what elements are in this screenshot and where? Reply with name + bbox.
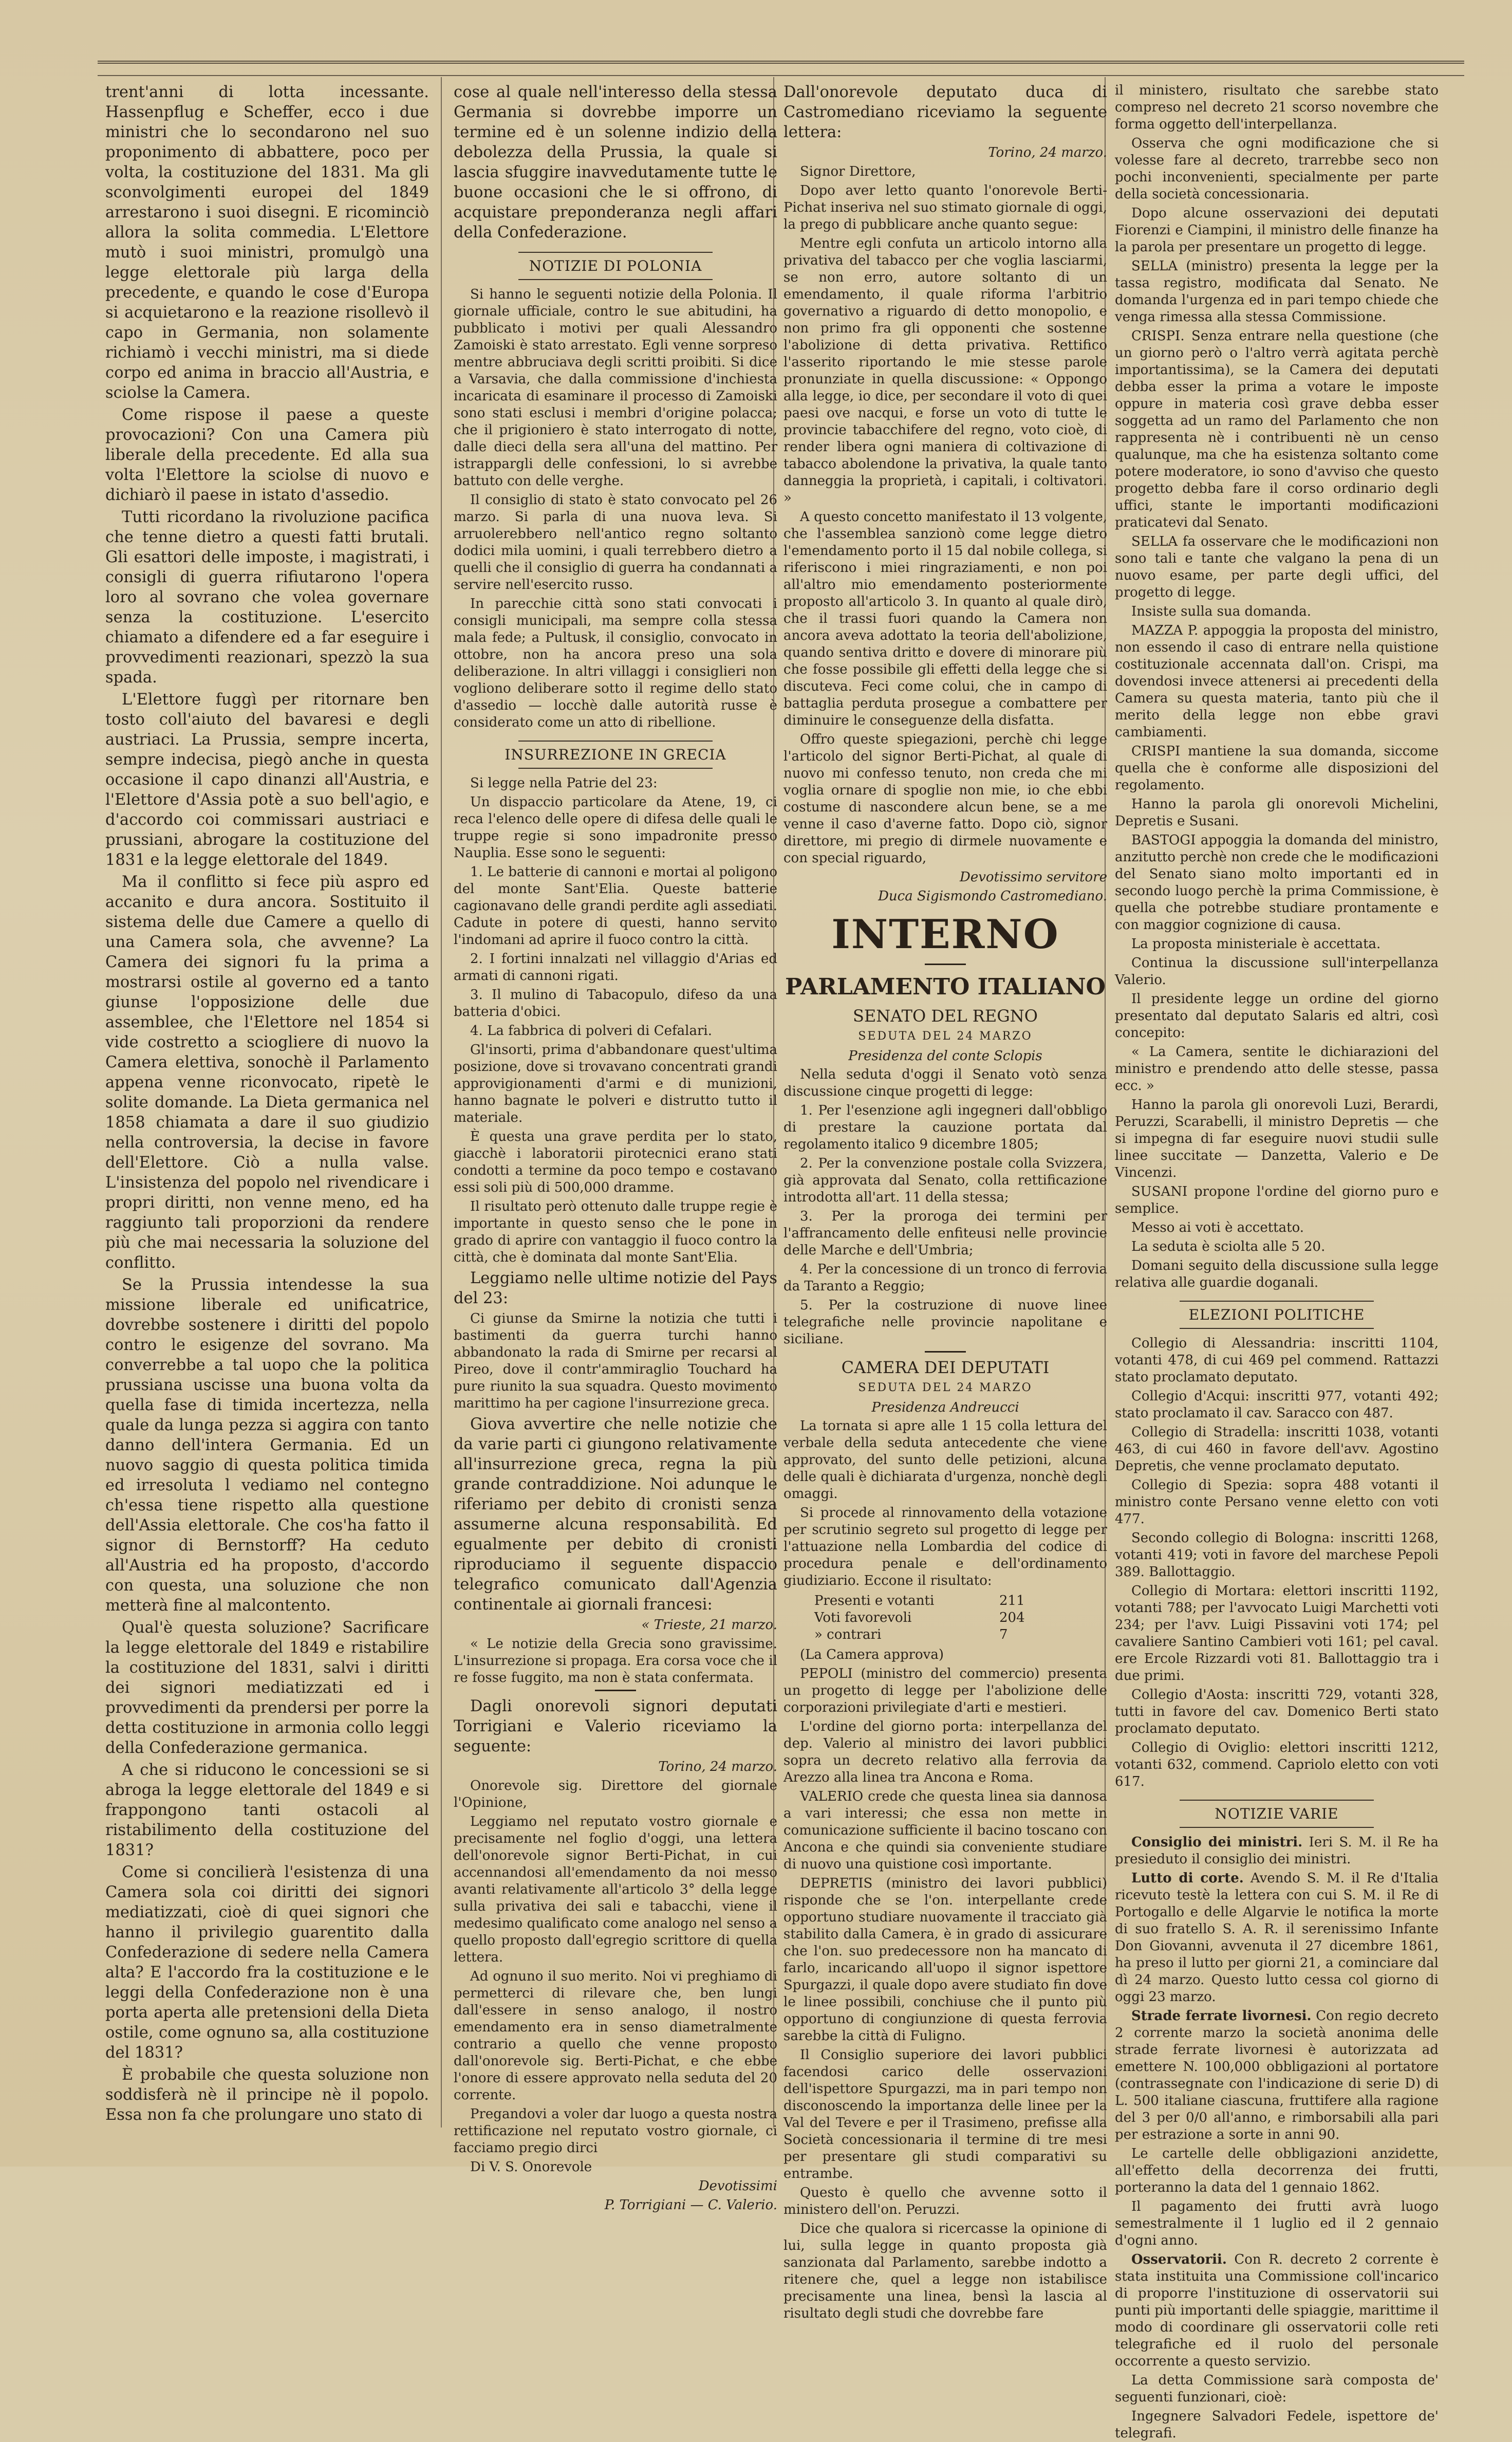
paragraph: La seduta è sciolta alle 5 20. xyxy=(1131,1239,1326,1254)
paragraph: A che si riducono le concessioni se si abroga la legge elettorale del 1849 e si frappongono tanti ostacoli al ristabilimento della costituzione del 1831? xyxy=(105,1761,429,1859)
paragraph: 3. Il mulino di Tabacopulo, difeso da una batteria d'obici. xyxy=(454,987,777,1020)
paragraph: Ci giunse da Smirne la notizia che tutti i bastimenti da guerra turchi hanno abbandonato la rada di Smirne per recarsi al Pireo, dove il contr'ammiraglio Touchard ha pure riunito la sua squadra. Questo movimento marittimo ha per cagione l'insurrezione greca. xyxy=(454,1311,777,1411)
section-heading-elezioni: ELEZIONI POLITICHE xyxy=(1115,1301,1439,1329)
signature: Devotissimo servitore xyxy=(960,869,1107,885)
column-3 xyxy=(783,82,1107,2321)
column-2 xyxy=(454,82,777,2213)
paragraph: SELLA fa osservare che le modificazioni non sono tali e tante che valgano la pena di un nuovo esame, per parte degli uffici, del progetto di legge. xyxy=(1115,534,1439,600)
paragraph: Ad ognuno il suo merito. Noi vi preghiamo di permetterci di rilevare che, ben lungi dall'essere in senso analogo, il nostro emendamento era in senso diametralmente contrario a quello che venne proposto dall'onorevole sig. Berti-Pichat, e che ebbe l'onore di essere approvato nella seduta del 20 corrente. xyxy=(454,1969,777,2103)
paragraph: Insiste sulla sua domanda. xyxy=(1131,604,1312,619)
paragraph: 4. La fabbrica di polveri di Cefalari. xyxy=(470,1023,712,1039)
paragraph: L'Elettore fuggì per ritornare ben tosto coll'aiuto del bavaresi e degli austriaci. La Prussia, sempre incerta, sempre indecisa, piegò anche in questa occasione il capo dinanzi all'Austria, e l'Elettore d'Assia potè a suo bell'agio, e d'accordo coi commissari austriaci e prussiani, abrogare la costituzione del 1831 e la legge elettorale del 1849. xyxy=(105,691,429,869)
paragraph: Dopo alcune osservazioni dei deputati Fiorenzi e Ciampini, il ministro delle finanze ha la parola per presentare un progetto di legge. xyxy=(1115,206,1439,255)
paragraph: Ingegnere Salvadori Fedele, ispettore de' telegrafi. xyxy=(1115,2409,1439,2441)
camera-heading: CAMERA DEI DEPUTATI xyxy=(841,1358,1050,1377)
paragraph: Leggiamo nelle ultime notizie del Pays del 23: xyxy=(454,1269,777,1307)
senato-session: SEDUTA DEL 24 MARZO xyxy=(858,1030,1033,1043)
paragraph: PEPOLI (ministro del commercio) presenta un progetto di legge per l'abolizione delle corporazioni privilegiate d'arti e mestieri. xyxy=(783,1666,1107,1715)
paragraph: Dopo aver letto quanto l'onorevole Berti-Pichat inseriva nel suo stimato giornale di oggi, la prego di pubblicare anche quanto segue: xyxy=(783,183,1107,232)
paragraph: Leggiamo nel reputato vostro giornale e precisamente nel foglio d'oggi, una lettera dell'onorevole signor Berti-Pichat, in cui accennandosi all'emendamento da noi messo avanti relativamente all'articolo 3° della legge sulla privativa dei sali e tabacchi, viene il medesimo qualificato come analogo nel senso a quello proposto dall'egregio scrittore di quella lettera. xyxy=(454,1814,777,1965)
paragraph: Il consiglio di stato è stato convocato pel 26 marzo. Si parla di una nuova leva. Si arruolerebbero nell'antico regno soltanto dodici mila uomini, i quali terrebbero dietro a quelli che il consiglio di guerra ha condannati a servire nell'esercito russo. xyxy=(454,492,777,593)
paragraph: Messo ai voti è accettato. xyxy=(1131,1220,1304,1235)
vote-row: Presenti e votanti 211 xyxy=(814,1593,1025,1608)
paragraph: 3. Per la proroga dei termini per l'affrancamento delle enfiteusi nelle provincie delle Marche e dell'Umbria; xyxy=(783,1209,1107,1258)
vote-table xyxy=(814,1593,1107,1643)
paragraph: Collegio di Spezia: sopra 488 votanti il ministro conte Persano venne eletto con voti 477. xyxy=(1115,1477,1439,1527)
paragraph: Di V. S. Onorevole xyxy=(470,2159,592,2175)
section-title-interno: INTERNO xyxy=(831,911,1059,958)
section-title-parlamento: PARLAMENTO ITALIANO xyxy=(785,974,1106,1000)
paragraph: Signor Direttore, xyxy=(800,164,916,179)
paragraph: Strade ferrate livornesi. Con regio decreto 2 corrente marzo la società anonima delle strade ferrate livornesi è autorizzata ad emettere N. 100,000 obbligazioni al portatore (contrassegnate con l'indicazione di serie D) di L. 500 italiane ciascuna, fruttifere alla ragione del 3 per 0/0 all'anno, e rimborsabili alla pari per estrazione a sorte in anni 90. xyxy=(1115,2008,1439,2142)
paragraph: Collegio di Mortara: elettori inscritti 1192, votanti 788; per l'avvocato Luigi Marchetti voti 234; per l'avv. Luigi Pissavini voti 174; pel cavaliere Santino Cambieri voti 161; pel caval. ere Ercole Rizzardi voti 81. Ballottaggio tra i due primi. xyxy=(1115,1583,1439,1683)
paragraph: Offro queste spiegazioni, perchè chi legge l'articolo del signor Berti-Pichat, al quale di nuovo mi confesso tenuto, non creda che mi voglia ornare di spoglie non mie, io che ebbi costume di nascondere alcun bene, se a me venne il caso d'averne fatto. Dopo ciò, signor direttore, mi pregio di dirmele nuovamente e con special riguardo, xyxy=(783,732,1107,866)
paragraph: trent'anni di lotta incessante. Hassenpflug e Scheffer, ecco i due ministri che lo secondarono nel suo proponimento di abbattere, poco per volta, la costituzione del 1831. Ma gli sconvolgimenti europei del 1849 arrestarono i suoi disegni. E ricominciò allora la solita commedia. L'Elettore mutò i suoi ministri, promulgò una legge elettorale più larga della precedente, e quando le cose d'Europa si acquietarono e la reazione risollevò il capo in Germania, non solamente richiamò i vecchi ministri, ma si diede corpo ed anima in braccio all'Austria, e sciolse la Camera. xyxy=(105,83,429,402)
paragraph: VALERIO crede che questa linea sia dannosa a vari interessi; che essa non mette in comunicazione sufficiente il bacino toscano con Ancona e che quindi sia conveniente studiare di nuovo una quistione così importante. xyxy=(783,1789,1107,1872)
paragraph: Domani seguito della discussione sulla legge relativa alle guardie doganali. xyxy=(1115,1258,1439,1290)
paragraph: Lutto di corte. Avendo S. M. il Re d'Italia ricevuto testè la lettera con cui S. M. il Re di Portogallo e delle Algarvie le notifica la morte di suo fratello S. A. R. il serenissimo Infante Don Giovanni, avvenuta il 27 dicembre 1861, ha preso il lutto per giorni 21, a cominciare dal dì 24 marzo. Questo lutto cessa col giorno di oggi 23 marzo. xyxy=(1115,1871,1439,2005)
paragraph: La detta Commissione sarà composta de' seguenti funzionari, cioè: xyxy=(1115,2373,1439,2405)
paragraph: DEPRETIS (ministro dei lavori pubblici) risponde che se l'on. interpellante crede opportuno studiare nuovamente il tracciato già stabilito dalla Camera, è in grado di assicurare che l'on. suo predecessore non ha mancato di farlo, incaricando all'uopo il signor ispettore Spurgazzi, il quale dopo avere studiato fin dove le linee possibili, conchiuse che il punto più opportuno di congiunzione di questa ferrovia sarebbe la città di Fuligno. xyxy=(783,1876,1107,2044)
paragraph: A questo concetto manifestato il 13 volgente, che l'assemblea sanzionò come legge dietro l'emendamento porto il 15 dal nobile collega, si riferiscono i miei ringraziamenti, e non poi all'altro mio emendamento posteriormente proposto all'articolo 3. In quanto al quale dirò, che il trassi fuori quando la Camera non ancora aveva adottato la teoria dell'abolizione, quando sentiva dritto e dovere di minorare più che fosse possibile gli effetti della legge che si discuteva. Feci come colui, che in campo di battaglia perduta prosegue a combattere per diminuire le conseguenze della disfatta. xyxy=(783,509,1107,728)
paragraph: SELLA (ministro) presenta la legge per la tassa registro, modificata dal Senato. Ne domanda l'urgenza ed in pari tempo chiede che venga rimessa alla stessa Commissione. xyxy=(1115,258,1439,325)
paragraph: MAZZA P. appoggia la proposta del ministro, non essendo il caso di entrare nella quistione costituzionale accennata dall'on. Crispi, ma dovendosi invece attenersi ai precedenti della Camera su questa materia, tanto più che il merito della legge non ebbe gravi cambiamenti. xyxy=(1115,623,1439,740)
camera-session: SEDUTA DEL 24 MARZO xyxy=(858,1381,1033,1394)
separator xyxy=(595,1690,636,1691)
paragraph: 5. Per la costruzione di nuove linee telegrafiche nelle provincie napolitane e siciliane. xyxy=(783,1298,1107,1347)
dateline: « Trieste, 21 marzo. xyxy=(641,1617,777,1633)
paragraph: È questa una grave perdita per lo stato, giacchè i laboratorii pirotecnici erano stati condotti a termine da poco tempo e costavano essi soli più di 500,000 dramme. xyxy=(454,1129,777,1195)
section-heading-varie: NOTIZIE VARIE xyxy=(1115,1800,1439,1828)
paragraph: Questo è quello che avvenne sotto il ministero dell'on. Peruzzi. xyxy=(783,2185,1107,2217)
paragraph: Osserva che ogni modificazione che si volesse fare al decreto, trarrebbe seco non pochi inconvenienti, specialmente per parte della società concessionaria. xyxy=(1115,136,1439,202)
paragraph: Onorevole sig. Direttore del giornale l'Opinione, xyxy=(454,1778,777,1810)
paragraph: È probabile che questa soluzione non soddisferà nè il principe nè il popolo. Essa non fa che prolungare uno stato di xyxy=(105,2066,429,2124)
paragraph: CRISPI mantiene la sua domanda, siccome quella che è conforme alle disposizioni del regolamento. xyxy=(1115,744,1439,793)
paragraph: Continua la discussione sull'interpellanza Valerio. xyxy=(1115,955,1439,988)
paragraph: Si legge nella Patrie del 23: xyxy=(470,775,658,791)
column-1 xyxy=(105,82,429,2124)
signature: P. Torrigiani — C. Valerio. xyxy=(604,2197,777,2213)
paragraph: Collegio di Stradella: inscritti 1038, votanti 463, di cui 460 in favore dell'avv. Agostino Depretis, che venne proclamato deputato. xyxy=(1115,1424,1439,1474)
vote-row: » contrari 7 xyxy=(814,1627,1008,1642)
column-divider xyxy=(441,77,442,2128)
camera-president: Presidenza Andreucci xyxy=(871,1400,1019,1415)
paragraph: Collegio di Oviglio: elettori inscritti 1212, votanti 632, commend. Capriolo eletto con voti 617. xyxy=(1115,1740,1439,1789)
paragraph: Il risultato però ottenuto dalle truppe regie è importante in questo senso che le pone in grado di aprire con vantaggio il fuoco contro la città, che è dominata dal monte Sant'Elia. xyxy=(454,1199,777,1265)
paragraph: Il Consiglio superiore dei lavori pubblici facendosi carico delle osservazioni dell'ispettore Spurgazzi, ma in pari tempo non disconoscendo la importanza delle linee per la Val del Tevere e per il Trasimeno, prefisse alla Società concessionaria il termine di tre mesi per presentare gli studi comparativi su entrambe. xyxy=(783,2047,1107,2181)
paragraph: Pregandovi a voler dar luogo a questa nostra rettificazione nel reputato vostro giornale, ci facciamo pregio dirci xyxy=(454,2106,777,2156)
separator xyxy=(925,964,966,965)
paragraph: Secondo collegio di Bologna: inscritti 1268, votanti 419; voti in favore del marchese Pepoli 389. Ballottaggio. xyxy=(1115,1530,1439,1580)
paragraph: Il pagamento dei frutti avrà luogo semestralmente il 1 luglio ed il 2 gennaio d'ogni anno. xyxy=(1115,2199,1439,2248)
paragraph: BASTOGI appoggia la domanda del ministro, anzitutto perchè non crede che le modificazioni del Senato siano molto importanti ed in secondo luogo perchè la prima Commissione, è quella che potrebbe studiare prontamente e con maggior cognizione di causa. xyxy=(1115,832,1439,933)
paragraph: Si procede al rinnovamento della votazione per scrutinio segreto sul progetto di legge per l'attuazione nella Lombardia del codice di procedura penale e dell'ordinamento giudiziario. Eccone il risultato: xyxy=(783,1505,1107,1588)
paragraph: Si hanno le seguenti notizie della Polonia. Il giornale ufficiale, contro le sue abitudini, ha pubblicato i motivi per quali Alessandro Zamoiski è stato arrestato. Egli venne sorpreso mentre abbruciava degli scritti proibiti. Si dice a Varsavia, che dalla commissione d'inchiesta incaricata di esaminare il processo di Zamoiski sono stati esclusi i membri d'origine polacca; che il prigioniero è stato interrogato di notte, dalle dieci della sera all'una del mattino. Per istrappargli delle confessioni, lo si avrebbe battuto con delle verghe. xyxy=(454,287,777,489)
paragraph: Osservatorii. Con R. decreto 2 corrente è stata instituita una Commissione coll'incarico di proporre l'instituzione di osservatorii sui punti più importanti delle spiaggie, marittime il modo di coordinare gli osservatorii colle reti telegrafiche ed il ruolo del personale occorrente a questo servizio. xyxy=(1115,2252,1439,2369)
paragraph: Mentre egli confuta un articolo intorno alla privativa del tabacco per che voglia lasciarmi, se non erro, autore soltanto di un emendamento, il quale riforma l'arbitrio governativo a riguardo di detto monopolio, e non primo fra gli opponenti che sostenne l'abolizione di detta privativa. Rettifico l'asserito riportando le mie stesse parole pronunziate in quella discussione: « Oppongo alla legge, io dice, per secondare il voto di quei paesi ove nacqui, e forse un voto di tutte le provincie tabacchifere del regno, voto cioè, di render libera ogni maniera di coltivazione di tabacco abolendone la privativa, la quale tanto danneggia la proprietà, i capitali, i coltivatori. » xyxy=(783,236,1107,506)
paragraph: Hanno la parola gli onorevoli Luzi, Berardi, Peruzzi, Scarabelli, il ministro Depretis — che si impegna di far eseguire nuovi studii sulle linee succitate — Danzetta, Valerio e De Vincenzi. xyxy=(1115,1097,1439,1180)
paragraph: 1. Le batterie di cannoni e mortai al poligono del monte Sant'Elia. Queste batterie cagionavano delle grandi perdite agli assediati. Cadute in potere di questi, hanno servito l'indomani ad aprire il fuoco contro la città. xyxy=(454,864,777,948)
section-heading-polonia: NOTIZIE DI POLONIA xyxy=(454,252,777,280)
paragraph: Qual'è questa soluzione? Sacrificare la legge elettorale del 1849 e ristabilire la costituzione del 1831, salvi i diritti dei signori mediatizzati ed i provvedimenti da prendersi per porre la detta costituzione in armonia collo leggi della Confederazione germanica. xyxy=(105,1619,429,1757)
separator xyxy=(925,1351,966,1353)
paragraph: il ministero, risultato che sarebbe stato compreso nel decreto 21 scorso novembre che forma oggetto dell'interpellanza. xyxy=(1115,83,1439,132)
paragraph: Tutti ricordano la rivoluzione pacifica che tenne dietro a questi fatti brutali. Gli esattori delle imposte, i magistrati, i consigli di guerra rifiutarono l'opera loro al sovrano che volea governare senza la costituzione. L'esercito chiamato a difendere ed a far eseguire i provvedimenti reazionari, spezzò la sua spada. xyxy=(105,508,429,687)
paragraph: 2. I fortini innalzati nel villaggio d'Arias ed armati di cannoni rigati. xyxy=(454,951,777,984)
paragraph: CRISPI. Senza entrare nella questione (che un giorno però o l'altro verrà agitata perchè importantissima), se la Camera dei deputati debba esser la prima a votare le imposte oppure in materia così grave debba esser soggetta ad un ramo del Parlamento che non rappresenta nè i contribuenti nè un censo qualunque, ma che ha esistenza soltanto come potere moderatore, io sono d'avviso che questo progetto debba fare il corso ordinario degli uffici, stante le importanti modificazioni praticatevi dal Senato. xyxy=(1115,328,1439,530)
paragraph: cose al quale nell'interesso della stessa Germania si dovrebbe imporre un termine ed è un solenne indizio della debolezza della Prussia, la quale si lascia sfuggire inavvedutamente tutte le buone occasioni che le si offrono, di acquistare preponderanza negli affari della Confederazione. xyxy=(454,83,777,242)
paragraph: Dall'onorevole deputato duca di Castromediano riceviamo la seguente lettera: xyxy=(783,83,1107,141)
paragraph: Come rispose il paese a queste provocazioni? Con una Camera più liberale della precedente. Ed alla sua volta l'Elettore la sciolse di nuovo e dichiarò il paese in istato d'assedio. xyxy=(105,406,429,504)
paragraph: Le cartelle delle obbligazioni anzidette, all'effetto della decorrenza dei frutti, porteranno la data del 1 gennaio 1862. xyxy=(1115,2146,1439,2195)
paragraph: Se la Prussia intendesse la sua missione liberale ed unificatrice, dovrebbe sostenere i diritti del popolo contro le esigenze del sovrano. Ma converrebbe a tal uopo che la politica prussiana uscisse una buona volta da quella fase di timida incertezza, nella quale da lunga pezza si aggira con tanto danno dell'intera Germania. Ed un nuovo saggio di questa politica timida ed irresoluta l vediamo nel contegno ch'essa tiene rispetto alla questione dell'Assia elettorale. Che cos'ha fatto il signor di Bernstorff? Ha ceduto all'Austria ed ha proposto, d'accordo con questa, una soluzione che non metterà fine al malcontento. xyxy=(105,1276,429,1615)
paragraph: Dice che qualora si ricercasse la opinione di lui, sulla legge in quanto proposta già sanzionata dal Parlamento, sarebbe indotto a ritenere che, quel a legge non istabilisce precisamente una linea, bensì la lascia al risultato degli studi che dovrebbe fare xyxy=(783,2221,1107,2321)
paragraph: Nella seduta d'oggi il Senato votò senza discussione cinque progetti di legge: xyxy=(783,1067,1107,1099)
paragraph: Gl'insorti, prima d'abbandonare quest'ultima posizione, dove si trovavano concentrati grandi approvigionamenti d'armi e di munizioni, hanno bagnate le polveri e distrutto tutto il materiale. xyxy=(454,1042,777,1125)
dateline: Torino, 24 marzo. xyxy=(658,1759,777,1774)
senato-president: Presidenza del conte Sclopis xyxy=(848,1048,1042,1064)
top-rule xyxy=(98,61,1464,76)
column-4 xyxy=(1115,82,1439,2441)
paragraph: La proposta ministeriale è accettata. xyxy=(1131,936,1381,952)
paragraph: Il presidente legge un ordine del giorno presentato dal deputato Salaris ed altri, così concepito: xyxy=(1115,991,1439,1041)
paragraph: Collegio d'Aosta: inscritti 729, votanti 328, tutti in favore del cav. Domenico Berti stato proclamato deputato. xyxy=(1115,1687,1439,1736)
dateline: Torino, 24 marzo. xyxy=(988,145,1107,160)
signature: Devotissimi xyxy=(698,2178,777,2194)
paragraph: « La Camera, sentite le dichiarazioni del ministro e prendendo atto delle stesse, passa ecc. » xyxy=(1115,1044,1439,1094)
paragraph: Un dispaccio particolare da Atene, 19, ci reca l'elenco delle opere di difesa delle quali le truppe regie si sono impadronite presso Nauplia. Esse sono le seguenti: xyxy=(454,794,777,861)
paragraph: L'ordine del giorno porta: interpellanza del dep. Valerio al ministro dei lavori pubblici sopra un decreto relativo alla ferrovia da Arezzo alla linea tra Ancona e Roma. xyxy=(783,1719,1107,1785)
vote-row: Voti favorevoli 204 xyxy=(814,1610,1025,1625)
paragraph: « Le notizie della Grecia sono gravissime. L'insurrezione si propaga. Era corsa voce che il re fosse fuggito, ma non è stata confermata. xyxy=(454,1636,777,1686)
paragraph: Collegio d'Acqui: inscritti 977, votanti 492; stato proclamato il cav. Saracco con 487. xyxy=(1115,1389,1439,1421)
section-heading-grecia: INSURREZIONE IN GRECIA xyxy=(454,741,777,769)
paragraph: SUSANI propone l'ordine del giorno puro e semplice. xyxy=(1115,1184,1439,1216)
paragraph: Come si concilierà l'esistenza di una Camera sola coi diritti dei signori mediatizzati, cioè di quei signori che hanno il privilegio guarentito dalla Confederazione di sedere nella Camera alta? E l'accordo fra la costituzione e le leggi della Confederazione non è una porta aperta alle pretensioni della Dieta ostile, come ognuno sa, alla costituzione del 1831? xyxy=(105,1863,429,2062)
paragraph: La tornata si apre alle 1 15 colla lettura del verbale della seduta antecedente che viene approvato, del sunto delle petizioni, alcuna delle quali è dichiarata d'urgenza, nonchè degli omaggi. xyxy=(783,1418,1107,1502)
paragraph: Dagli onorevoli signori deputati Torrigiani e Valerio riceviamo la seguente: xyxy=(454,1697,777,1755)
paragraph: In parecchie città sono stati convocati i consigli municipali, ma sempre colla stessa mala fede; a Pultusk, il consiglio, convocato in ottobre, non ha ancora preso una sola deliberazione. In altri villaggi i consiglieri non vogliono deliberare sotto il regime dello stato d'assedio — locchè dalle autorità russe è considerato come un atto di ribellione. xyxy=(454,596,777,730)
paragraph: 2. Per la convenzione postale colla Svizzera, già approvata dal Senato, colla rettificazione introdotta all'art. 11 della stessa; xyxy=(783,1156,1107,1205)
paragraph: Hanno la parola gli onorevoli Michelini, Depretis e Susani. xyxy=(1115,797,1439,829)
paragraph: 1. Per l'esenzione agli ingegneri dall'obbligo di prestare la cauzione portata dal regolamento italico 9 dicembre 1805; xyxy=(783,1103,1107,1152)
paragraph: Collegio di Alessandria: inscritti 1104, votanti 478, di cui 469 pel commend. Rattazzi stato proclamato deputato. xyxy=(1115,1336,1439,1385)
paragraph: Consiglio dei ministri. Ieri S. M. il Re ha presieduto il consiglio dei ministri. xyxy=(1115,1835,1439,1867)
paragraph: Ma il conflitto si fece più aspro ed accanito e dura ancora. Sostituito il sistema delle due Camere a quello di una Camera sola, che avvenne? La Camera dei signori fu la prima a mostrarsi ostile al governo ed a tanto giunse l'opposizione delle due assemblee, che l'Elettore nel 1854 si vide costretto a sciogliere di nuovo la Camera elettiva, sonochè il Parlamento appena venne riconvocato, ripetè le solite domande. La Dieta germanica nel 1858 chiamata a dare il suo giudizio nella controversia, la decise in favore dell'Elettore. Ciò a nulla valse. L'insistenza del popolo nel rivendicare i propri diritti, non venne meno, ed ha raggiunto tali proporzioni da rendere più che mai necessaria la soluzione del conflitto. xyxy=(105,873,429,1272)
paragraph: 4. Per la concessione di un tronco di ferrovia da Taranto a Reggio; xyxy=(783,1262,1107,1294)
paragraph: Giova avvertire che nelle notizie che da varie parti ci giungono relativamente all'insurrezione greca, regna la più grande contraddizione. Noi adunque le riferiamo per debito di cronisti senza assumerne alcuna responsabilità. Ed egualmente per debito di cronisti riproduciamo il seguente dispaccio telegrafico comunicato dall'Agenzia continentale ai giornali francesi: xyxy=(454,1415,777,1614)
signature: Duca Sigismondo Castromediano. xyxy=(878,889,1107,904)
paragraph: (La Camera approva) xyxy=(800,1647,944,1662)
senato-heading: SENATO DEL REGNO xyxy=(852,1006,1038,1026)
